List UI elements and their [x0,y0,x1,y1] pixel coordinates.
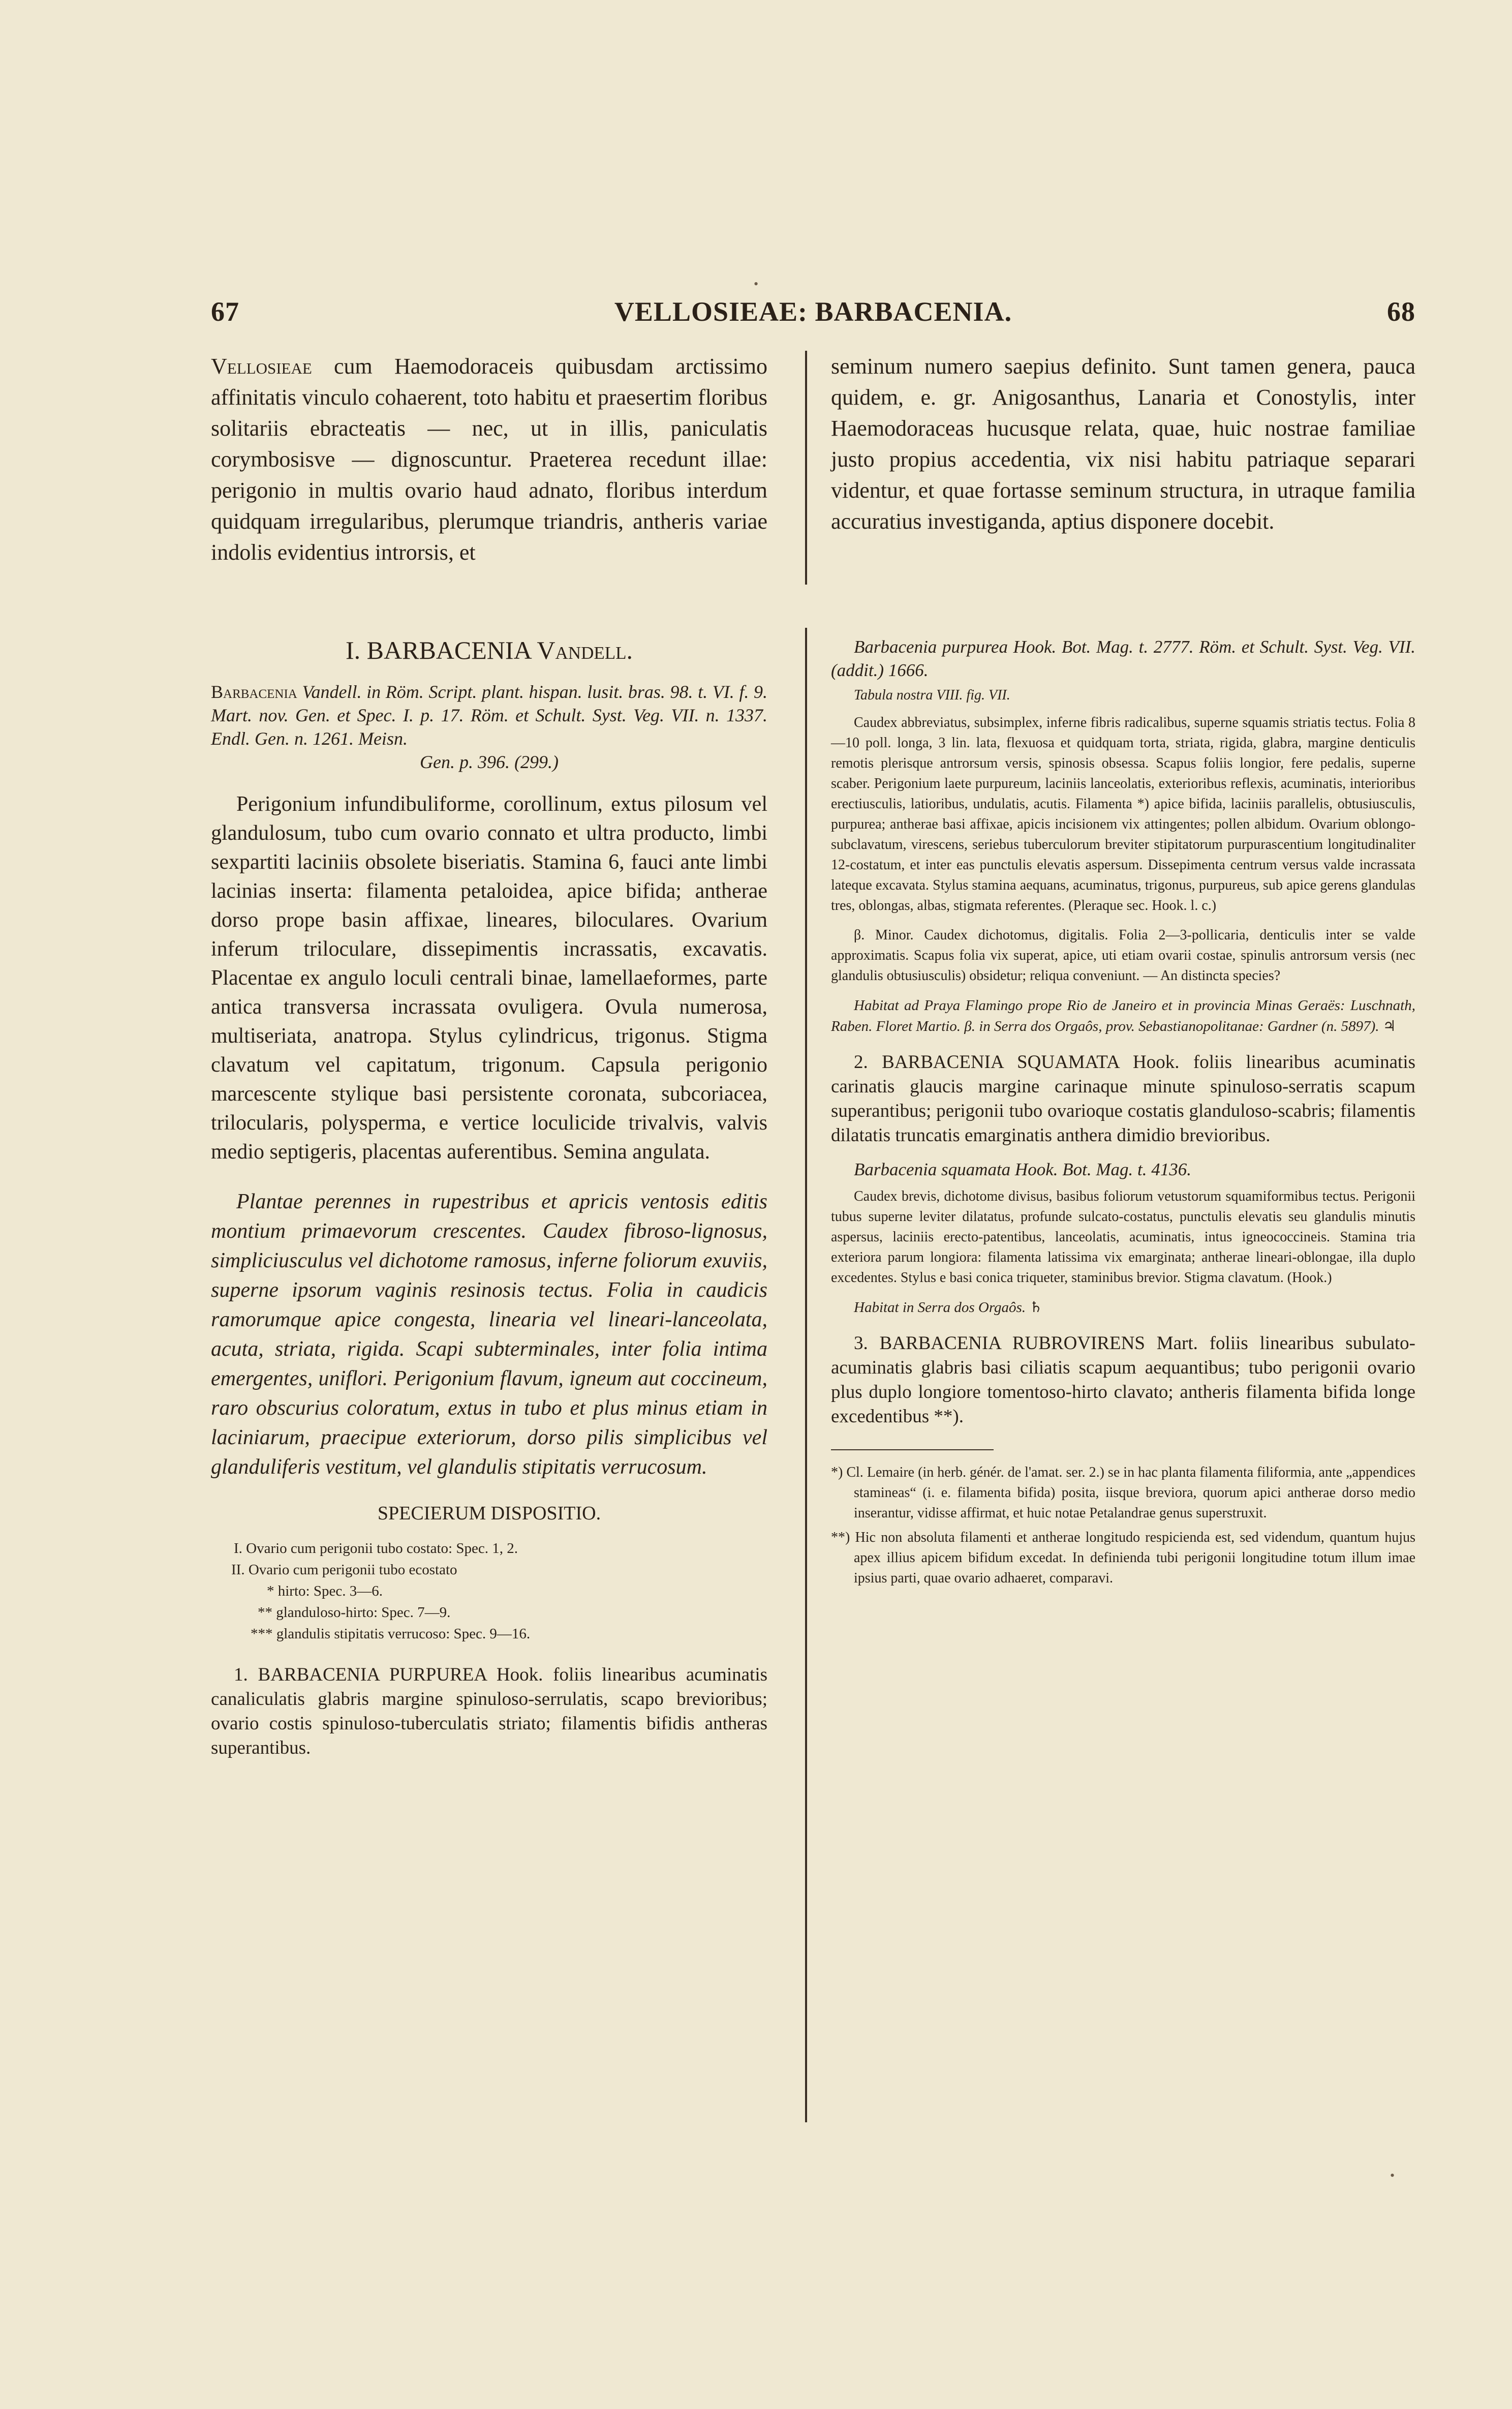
genus-description: Perigonium infundibuliforme, corollinum, extus pilosum vel glandulosum, tubo cum ovario connato et ultra producto, limbi sexpartiti laciniis obsolete biseriatis. Stamina 6, fauci ante limbi lacinias inserta: filamenta petaloidea, apice bifida; antherae dorso prope basin affixae, lineares, biloculares. Ovarium inferum triloculare, dissepimentis incrassatis, excavatis. Placentae ex angulo loculi centrali binae, lamellaeformes, parte antica transversa incrassata ovuligera. Ovula numerosa, multiseriata, anatropa. Stylus cylindricus, trigonus. Stigma clavatum vel capitatum, trigonum. Capsula perigonio marcescente stylique basi persistente coronata, subcoriacea, trilocularis, polysperma, e vertice loculicide trivalvis, valvis medio septigeris, placentas auferentibus. Semina angulata. [211,792,767,1164]
key-line: ** glanduloso-hirto: Spec. 7—9. [258,1604,451,1621]
species-2-habitat: Habitat in Serra dos Orgaôs. ♄ [854,1299,1043,1316]
species-key [211,1538,767,1644]
left-column [211,635,767,1771]
species-1-diagnosis: 1. BARBACENIA PURPUREA Hook. foliis linearibus acuminatis canaliculatis glabris margine spinuloso-serrulatis, scapo brevioribus; ovario costis spinuloso-tuberculatis striato; filamentis bifidis antheras superantibus. [211,1664,767,1758]
species-3-diagnosis: 3. BARBACENIA RUBROVIRENS Mart. foliis linearibus subulato-acuminatis glabris basi ciliatis scapum aequantibus; tubo perigonii ovario plus duplo longiore tomentoso-hirto clavato; antheris filamenta bifida longe excedentibus **). [831,1333,1416,1427]
intro-right [831,351,1415,537]
key-line: * hirto: Spec. 3—6. [267,1583,383,1599]
genus-synonymy [211,680,767,774]
dispositio-heading: SPECIERUM DISPOSITIO. [377,1503,601,1524]
page-number-right: 68 [1387,296,1415,327]
intro-lead: Vellosieae [211,354,312,379]
species-1-tabula: Tabula nostra VIII. fig. VII. [854,687,1010,703]
species-1-variety-beta: β. Minor. Caudex dichotomus, digitalis. Folia 2—3-pollicaria, denticulis inter se valde approximatis. Scapus folia vix superat, apice, uti etiam ovarii costae, spinulis antrorsum versis (nec glandulis obtusiusculis) obsidetur; reliqua conveniunt. — An distincta species? [831,927,1415,984]
species-1-description: Caudex abbreviatus, subsimplex, inferne fibris radicalibus, superne squamis striatis tectus. Folia 8—10 poll. longa, 3 lin. lata, flexuosa et quidquam torta, striata, rigida, glabra, margine denticulis remotis plerisque antrorsum versis, spinosis obsessa. Scapus foliis longior, fere pedalis, superne scaber. Perigonium laete purpureum, laciniis lanceolatis, exterioribus reflexis, acuminatis, interioribus erectiusculis, latioribus, undulatis, acutis. Filamenta *) apice bifida, laciniis parallelis, obtusiusculis, purpurea; antherae basi affixae, apicis incisionem vix attingentes; pollen albidum. Ovarium oblongo-subclavatum, virescens, seriebus tuberculorum breviter stipitatorum purpurascentium longitudinaliter 12-costatum, et inter eas punctulis elevatis aspersum. Dissepimenta centrum versus valde incrassata lateque excavata. Stylus stamina aequans, acuminatus, trigonus, purpureus, sub apice gerens glandulas tres, oblongas, albas, stigmata referentes. (Pleraque sec. Hook. l. c.) [831,715,1415,913]
print-mark: • [754,277,759,291]
species-2-reference: Barbacenia squamata Hook. Bot. Mag. t. 4136. [854,1160,1191,1179]
running-header [211,296,1415,328]
genus-name: I. BARBACENIA [346,636,531,664]
intro-right-text: seminum numero saepius definito. Sunt tamen genera, pauca quidem, e. gr. Anigosanthus, Lanaria et Conostylis, inter Haemodoraceas hucusque relata, quae, huic nostrae familiae justo propius accedentia, vix nisi habitu patriaque separari videntur, et quae fortasse seminum structura, in utraque familia accuratius investiganda, aptius disponere docebit. [831,354,1415,534]
species-2-diagnosis: 2. BARBACENIA SQUAMATA Hook. foliis linearibus acuminatis carinatis glaucis margine carinaque minute spinuloso-serratis scapum superantibus; perigonii tubo ovarioque costatis glanduloso-scabris; filamentis dilatatis truncatis emarginatis anthera dimidio brevioribus. [831,1052,1415,1146]
synonymy-end: Gen. p. 396. (299.) [420,752,559,772]
footnote-1: *) Cl. Lemaire (in herb. génér. de l'amat. ser. 2.) se in hac planta filamenta filiformia, ante „appendices stamineas“ (i. e. filamenta bifida) posita, iisque breviora, quorum apici antherae dorso medio inserantur, vidisse affirmat, et huic notae Petalandrae genus superstruxit. [831,1465,1415,1521]
species-3-name: 3. BARBACENIA RUBROVIRENS Mart. [854,1333,1198,1354]
key-line: I. Ovario cum perigonii tubo costato: Spec. 1, 2. [234,1540,518,1557]
key-line: II. Ovario cum perigonii tubo ecostato [231,1562,457,1578]
column-divider-main [805,628,807,2122]
species-2-name: 2. BARBACENIA SQUAMATA Hook. [854,1052,1180,1073]
species-1-habitat: Habitat ad Praya Flamingo prope Rio de Janeiro et in provincia Minas Geraës: Luschnath, Raben. Floret Martio. β. in Serra dos Orgaôs, prov. Sebastianopolitanae: Gardner (n. 5897). ♃ [831,997,1415,1034]
print-mark: • [1390,2168,1395,2183]
running-title: VELLOSIEAE: BARBACENIA. [614,296,1012,327]
genus-author: Vandell. [537,636,633,664]
footnote-2: **) Hic non absoluta filamenti et antherae longitudo respicienda est, sed videndum, quantum hujus apex illius apicem bifidum excedat. In definienda tubi perigonii longitudine totum illum imae ipsius parti, quae ovario adhaeret, comparavi. [831,1530,1415,1586]
genus-title [211,635,767,665]
footnote-rule [831,1449,994,1450]
synonymy-text: Vandell. in Röm. Script. plant. hispan. lusit. bras. 98. t. VI. f. 9. Mart. nov. Gen. et Spec. I. p. 17. Röm. et Schult. Syst. Veg. VII. n. 1337. Endl. Gen. n. 1261. Meisn. [211,682,768,749]
species-1-reference: Barbacenia purpurea Hook. Bot. Mag. t. 2777. Röm. et Schult. Syst. Veg. VII. (addit.) 1666. [831,637,1415,680]
intro-left [211,351,767,568]
column-divider-top [805,351,807,585]
key-line: *** glandulis stipitatis verrucoso: Spec. 9—16. [251,1626,531,1642]
species-2-description: Caudex brevis, dichotome divisus, basibus foliorum vetustorum squamiformibus tectus. Perigonii tubus superne leviter dilatatus, profunde sulcato-costatus, punctulis elevatis seu glandulis minutis aspersus, laciniis erecto-patentibus, lanceolatis, acuminatis, intus igneococcineis. Stamina tria exteriora parum longiora: filamenta latissima vix emarginata; antherae lineari-oblongae, illa duplo excedentes. Stylus e basi conica triqueter, staminibus brevior. Stigma clavatum. (Hook.) [831,1188,1415,1286]
intro-left-text: cum Haemodoraceis quibusdam arctissimo affinitatis vinculo cohaerent, toto habitu et praesertim floribus solitariis ebracteatis — nec, ut in illis, paniculatis corymbosisve — dignoscuntur. Praeterea recedunt illae: perigonio in multis ovario haud adnato, floribus interdum quidquam irregularibus, plerumque triandris, antheris variae indolis evidentius introrsis, et [211,354,767,565]
page-number-left: 67 [211,296,239,327]
synonymy-lead: Barbacenia [211,682,297,702]
right-column [831,635,1415,1593]
species-1-name: 1. BARBACENIA PURPUREA Hook. [234,1664,543,1685]
plantae-description: Plantae perennes in rupestribus et apricis ventosis editis montium primaevorum crescentes. Caudex fibroso-lignosus, simpliciusculus vel dichotome ramosus, inferne foliorum exuviis, superne ipsorum vaginis resinosis tectus. Folia in caudicis ramorumque apice congesta, linearia vel lineari-lanceolata, acuta, striata, rigida. Scapi subterminales, inter folia intima emergentes, uniflori. Perigonium flavum, igneum aut coccineum, raro obscurius coloratum, extus in tubo et plus minus etiam in laciniarum, praecipue exteriorum, dorso pilis simplicibus vel glanduliferis vestitum, vel glandulis stipitatis verrucosum. [211,1190,767,1479]
